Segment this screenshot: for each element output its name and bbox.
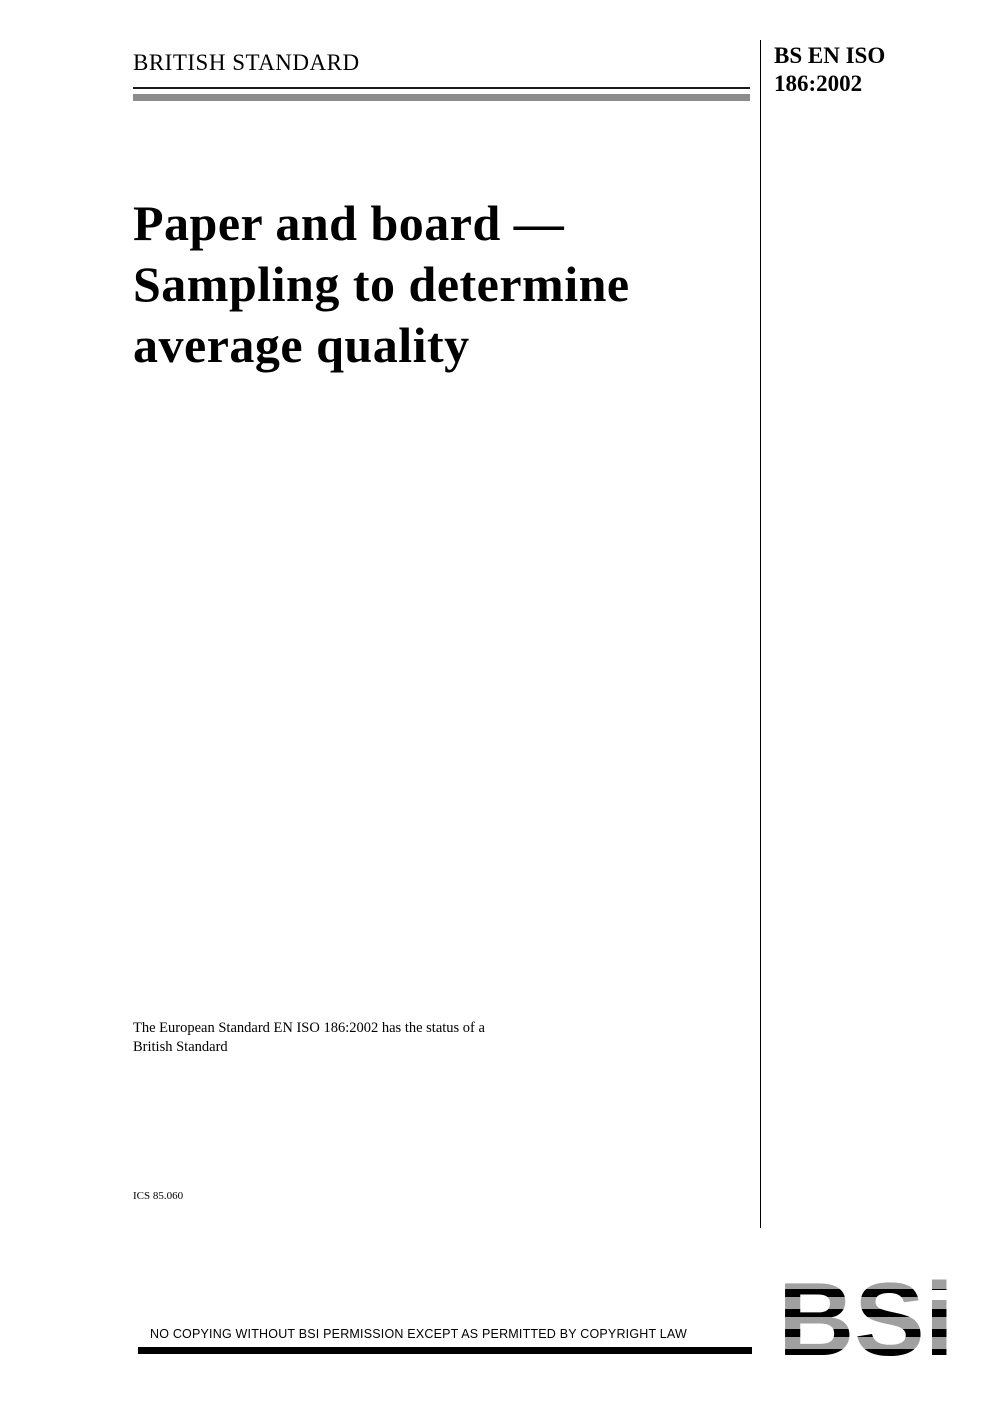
- document-number-line1: BS EN ISO: [774, 43, 886, 68]
- copyright-notice: NO COPYING WITHOUT BSI PERMISSION EXCEPT AS PERMITTED BY COPYRIGHT LAW: [150, 1327, 688, 1341]
- document-title: [133, 193, 753, 376]
- document-number: [774, 42, 885, 98]
- standard-type-label: BRITISH STANDARD: [133, 50, 360, 75]
- status-note-line1: The European Standard EN ISO 186:2002 has the status of a: [133, 1020, 485, 1036]
- document-number-line2: 186:2002: [774, 71, 863, 96]
- status-note-line2: British Standard: [133, 1039, 228, 1055]
- ics-code: ICS 85.060: [133, 1190, 184, 1202]
- title-line2: Sampling to determine: [133, 256, 630, 312]
- header-rule-thick: [133, 94, 750, 101]
- vertical-divider: [760, 40, 761, 1228]
- footer-rule: [138, 1347, 752, 1354]
- header-rule-thin: [133, 87, 750, 89]
- bsi-logo: [778, 1277, 954, 1357]
- status-note: [133, 1019, 693, 1057]
- title-line3: average quality: [133, 317, 470, 373]
- title-line1: Paper and board —: [133, 195, 565, 251]
